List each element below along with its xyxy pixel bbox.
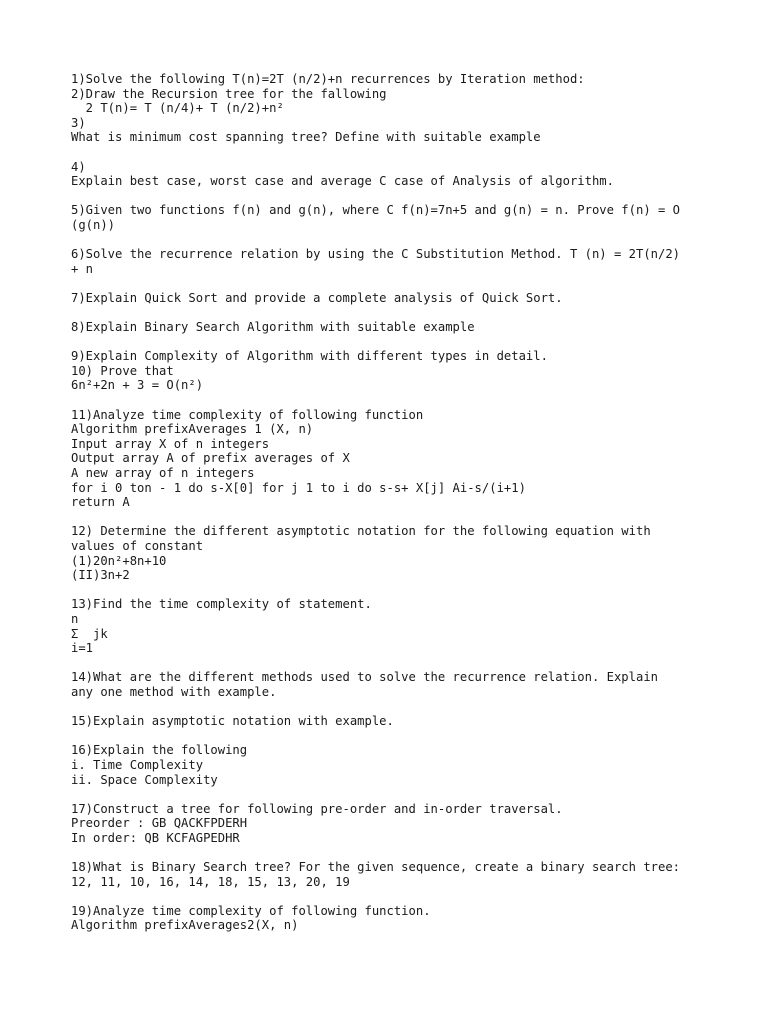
text-line: 12) Determine the different asymptotic notation for the following equation with <box>71 524 651 539</box>
text-line: 3) <box>71 115 86 130</box>
text-line: Σ jk <box>71 626 108 641</box>
text-line: return A <box>71 495 130 510</box>
question-block <box>71 743 711 787</box>
text-line: 2)Draw the Recursion tree for the fallowing <box>71 86 387 101</box>
text-line: 19)Analyze time complexity of following function. <box>71 903 431 918</box>
text-line: + n <box>71 261 94 276</box>
question-block <box>71 802 711 846</box>
text-line: 8)Explain Binary Search Algorithm with suitable example <box>71 320 475 335</box>
text-line: Input array X of n integers <box>71 436 270 451</box>
question-block <box>71 714 711 729</box>
text-line: 9)Explain Complexity of Algorithm with different types in detail. <box>71 349 548 364</box>
question-block <box>71 72 711 145</box>
text-line: any one method with example. <box>71 684 277 699</box>
text-line: values of constant <box>71 539 204 553</box>
text-line: 2 T(n)= T (n/4)+ T (n/2)+n² <box>71 101 284 116</box>
text-line: 7)Explain Quick Sort and provide a complete analysis of Quick Sort. <box>71 290 563 305</box>
text-line: 10) Prove that <box>71 363 174 378</box>
text-line: 15)Explain asymptotic notation with example. <box>71 714 394 729</box>
question-block <box>71 320 711 335</box>
question-block <box>71 160 711 189</box>
text-line: 12, 11, 10, 16, 14, 18, 15, 13, 20, 19 <box>71 874 350 889</box>
text-line: 11)Analyze time complexity of following function <box>71 407 424 422</box>
text-line: 14)What are the different methods used to solve the recurrence relation. Explain <box>71 670 658 685</box>
question-block <box>71 860 711 889</box>
question-sheet <box>71 72 711 948</box>
text-line: 4) <box>71 159 86 174</box>
text-line: 18)What is Binary Search tree? For the given sequence, create a binary search tree: <box>71 860 681 875</box>
question-block <box>71 203 711 232</box>
text-line: Algorithm prefixAverages2(X, n) <box>71 918 299 933</box>
text-line: 6n²+2n + 3 = O(n²) <box>71 378 204 393</box>
question-block <box>71 247 711 276</box>
question-block <box>71 408 711 510</box>
text-line: for i 0 ton - 1 do s-X[0] for j 1 to i do s-s+ X[j] Ai-s/(i+1) <box>71 480 526 495</box>
text-line: Algorithm prefixAverages 1 (X, n) <box>71 422 314 437</box>
text-line: (II)3n+2 <box>71 568 130 583</box>
question-block <box>71 349 711 393</box>
text-line: 17)Construct a tree for following pre-order and in-order traversal. <box>71 801 563 816</box>
text-line: What is minimum cost spanning tree? Define with suitable example <box>71 130 541 145</box>
text-line: 5)Given two functions f(n) and g(n), where C f(n)=7n+5 and g(n) = n. Prove f(n) = O <box>71 203 681 218</box>
text-line: Preorder : GB QACKFPDERH <box>71 816 248 831</box>
text-line: n <box>71 611 79 626</box>
text-line: In order: QB KCFAGPEDHR <box>71 830 240 845</box>
text-line: i. Time Complexity <box>71 757 204 772</box>
text-line: 1)Solve the following T(n)=2T (n/2)+n recurrences by Iteration method: <box>71 72 585 86</box>
text-line: i=1 <box>71 641 94 656</box>
text-line: 16)Explain the following <box>71 743 248 758</box>
question-block <box>71 670 711 699</box>
question-block <box>71 597 711 655</box>
text-line: ii. Space Complexity <box>71 772 218 787</box>
text-line: Output array A of prefix averages of X <box>71 451 350 466</box>
text-line: (1)20n²+8n+10 <box>71 553 167 568</box>
text-line: 13)Find the time complexity of statement. <box>71 597 372 612</box>
text-line: 6)Solve the recurrence relation by using the C Substitution Method. T (n) = 2T(n/2) <box>71 247 681 262</box>
text-line: Explain best case, worst case and average C case of Analysis of algorithm. <box>71 174 614 189</box>
question-block <box>71 524 711 582</box>
question-block <box>71 291 711 306</box>
question-block <box>71 904 711 933</box>
text-line: (g(n)) <box>71 217 116 232</box>
text-line: A new array of n integers <box>71 466 255 481</box>
